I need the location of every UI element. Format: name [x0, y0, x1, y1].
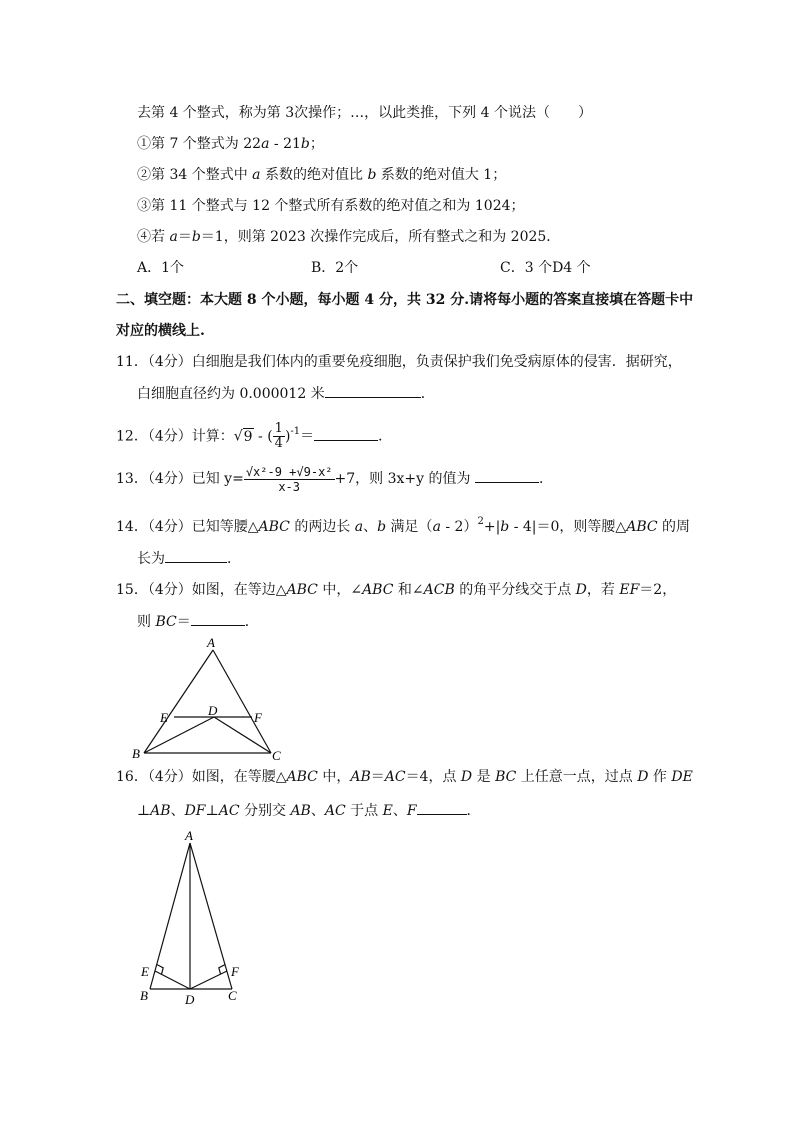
q15-label-e: E	[160, 710, 168, 725]
q16-line-1: 16．（4分）如图，在等腰△ABC 中，AB＝AC＝4，点 D 是 BC 上任意一点，过点 D 作 DE	[116, 769, 693, 785]
q15-side-ab	[144, 650, 213, 753]
q15-label-d: D	[208, 703, 218, 718]
q10-statement-3: ③第 11 个整式与 12 个整式所有系数的绝对值之和为 1024；	[137, 198, 525, 214]
q14-line-2: 长为 ．	[137, 548, 241, 569]
q15-label-a: A	[207, 635, 215, 650]
q16-label-a: A	[185, 828, 193, 843]
q15-bisector-bd	[144, 717, 214, 753]
q11-line-1: 11．（4分）白细胞是我们体内的重要免疫细胞，负责保护我们免受病原体的侵害．据研究，	[116, 354, 682, 370]
q12-answer-blank[interactable]	[314, 426, 378, 441]
q10-option-c: C．3 个D4 个	[500, 260, 591, 276]
q12-line: 12．（4分）计算：√9 - ( $\frac{1}{4}$ )$^{-1}$＝ ．	[116, 421, 393, 451]
q15-label-b: B	[132, 746, 140, 761]
q15-answer-blank[interactable]	[191, 611, 245, 626]
q16-line-2: ⊥AB、DF⊥AC 分别交 AB、AC 于点 E、F ．	[137, 800, 481, 821]
q11-answer-blank[interactable]	[325, 383, 421, 398]
q15-label-c: C	[272, 748, 281, 763]
q10-intro: 去第 4 个整式，称为第 3次操作；…，以此类推，下列 4 个说法（ ）	[137, 105, 592, 121]
q11-line-2: 白细胞直径约为 0.000012 米 ．	[137, 383, 435, 404]
q16-label-c: C	[228, 988, 237, 1003]
q10-statement-2: ②第 34 个整式中 a 系数的绝对值比 b 系数的绝对值大 1；	[137, 167, 507, 183]
q15-line-2: 则 BC＝ ．	[137, 611, 259, 632]
q16-label-d: D	[185, 992, 195, 1007]
q16-side-ab	[150, 843, 190, 989]
q10-option-b: B．2个	[311, 260, 359, 276]
q16-perp-df	[190, 971, 227, 989]
q16-figure	[132, 826, 252, 1010]
q15-label-f: F	[254, 710, 262, 725]
section-2-heading-cont: 对应的横线上.	[116, 323, 205, 339]
q15-figure	[130, 632, 290, 764]
section-2-heading: 二、填空题：本大题 8 个小题，每小题 4 分，共 32 分.请将每小题的答案直接填在答题卡中	[116, 292, 694, 308]
q14-answer-blank[interactable]	[165, 548, 227, 563]
q15-bisector-cd	[214, 717, 271, 753]
q15-line-1: 15．（4分）如图，在等边△ABC 中，∠ABC 和∠ACB 的角平分线交于点 D，若 EF＝2，	[116, 582, 677, 598]
q16-label-b: B	[140, 988, 148, 1003]
q13-answer-blank[interactable]	[475, 468, 539, 483]
q10-statement-4: ④若 a＝b＝1，则第 2023 次操作完成后，所有整式之和为 2025．	[137, 229, 561, 245]
q14-line-1: 14．（4分）已知等腰△ABC 的两边长 a、b 满足（a - 2）$^2$+|b - 4|＝0，则等腰△ABC 的周	[116, 516, 691, 535]
q10-option-a: A．1个	[137, 260, 185, 276]
q13-fraction: $\frac{\text{√x²-9 +√9-x²}}{x-3}$	[245, 464, 333, 494]
q10-statement-1: ①第 7 个整式为 22a - 21b；	[137, 136, 324, 152]
q12-fraction: $\frac{1}{4}$	[274, 421, 283, 451]
q16-label-f: F	[231, 964, 239, 979]
q16-perp-de	[155, 971, 190, 989]
q16-label-e: E	[141, 964, 149, 979]
q16-side-ac	[190, 843, 232, 989]
q16-answer-blank[interactable]	[417, 800, 467, 815]
q13-line: 13．（4分）已知 y= $\frac{\text{√x²-9 +√9-x²}}{x-3}$ +7，则 3x+y 的值为 ．	[116, 464, 553, 494]
q15-side-ac	[213, 650, 271, 753]
